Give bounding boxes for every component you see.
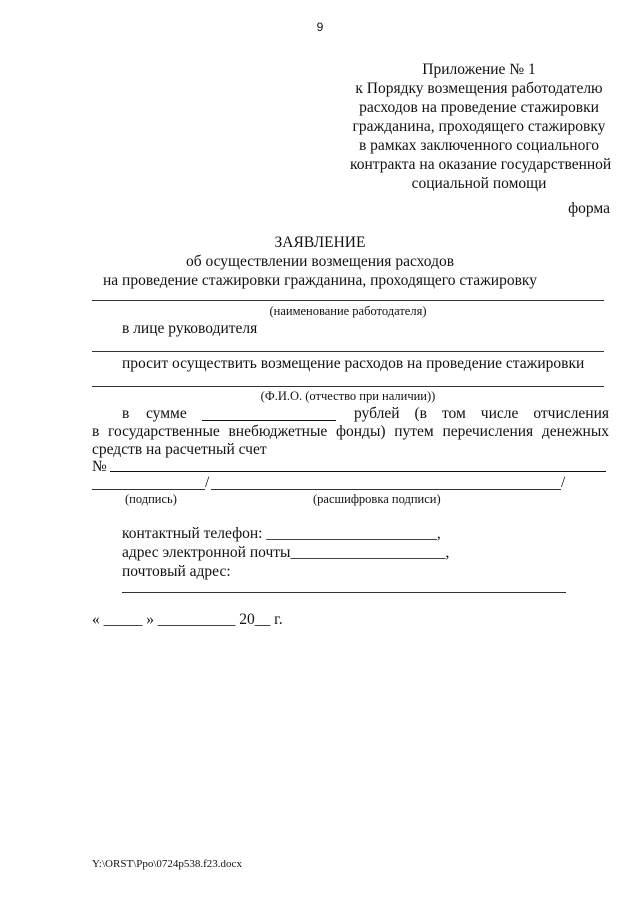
- postal-address-line[interactable]: [122, 592, 566, 593]
- account-number-line[interactable]: [110, 471, 606, 472]
- director-name-line[interactable]: [92, 351, 604, 352]
- document-subtitle-1: об осуществлении возмещения расходов: [185, 253, 455, 270]
- signature-caption: (подпись): [125, 492, 177, 506]
- signature-decode-line[interactable]: [211, 489, 561, 490]
- appendix-line: к Порядку возмещения работодателю: [355, 80, 603, 97]
- amount-blank[interactable]: [202, 420, 336, 421]
- document-title: ЗАЯВЛЕНИЕ: [274, 234, 366, 251]
- amount-in-word: в: [122, 405, 130, 422]
- signature-line[interactable]: [92, 489, 205, 490]
- request-text: просит осуществить возмещение расходов на проведение стажировки: [122, 355, 585, 372]
- appendix-line: гражданина, проходящего стажировку: [352, 118, 606, 135]
- postal-label: почтовый адрес:: [122, 563, 231, 580]
- slash: /: [561, 474, 566, 491]
- amount-rest-text: рублей (в том числе отчисления: [354, 405, 609, 422]
- account-number-label: №: [92, 458, 107, 475]
- fio-line[interactable]: [92, 386, 604, 387]
- email-field[interactable]: адрес электронной почты____________________,: [122, 544, 450, 561]
- date-field[interactable]: « _____ » __________ 20__ г.: [92, 611, 283, 628]
- appendix-line: контракта на оказание государственной: [350, 156, 612, 173]
- document-subtitle-2: на проведение стажировки гражданина, проходящего стажировку: [103, 272, 537, 289]
- footer-file-path: Y:\ORST\Ppo\0724p538.f23.docx: [92, 858, 242, 870]
- fio-caption: (Ф.И.О. (отчество при наличии)): [260, 389, 436, 403]
- employer-caption: (наименование работодателя): [269, 304, 427, 318]
- employer-name-line[interactable]: [92, 300, 604, 301]
- amount-line-2: в государственные внебюджетные фонды) путем перечисления денежных: [92, 423, 609, 440]
- appendix-line: расходов на проведение стажировки: [359, 99, 599, 116]
- appendix-line: Приложение № 1: [422, 61, 536, 78]
- appendix-line: социальной помощи: [411, 175, 547, 192]
- form-label: форма: [568, 200, 610, 217]
- appendix-block: [350, 60, 612, 193]
- appendix-line: в рамках заключенного социального: [358, 137, 600, 154]
- page-number: 9: [316, 20, 324, 34]
- slash: /: [205, 474, 210, 491]
- amount-sum-word: сумме: [146, 405, 187, 422]
- phone-field[interactable]: контактный телефон: ______________________,: [122, 525, 441, 542]
- amount-line-3: средств на расчетный счет: [92, 441, 267, 458]
- signature-decode-caption: (расшифровка подписи): [313, 492, 441, 506]
- in-person-label: в лице руководителя: [122, 320, 258, 337]
